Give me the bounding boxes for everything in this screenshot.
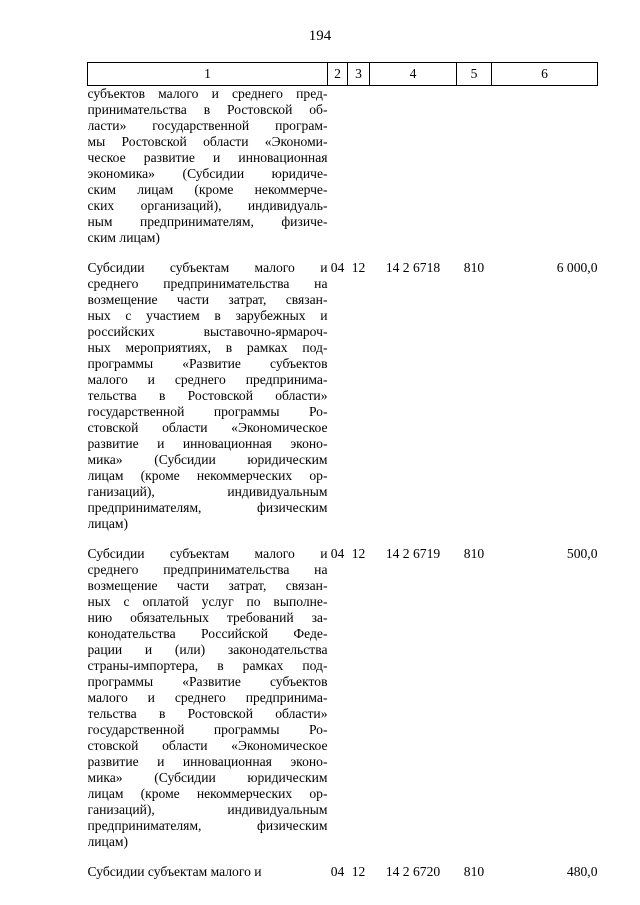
description-line: государственной программы Ро- bbox=[87, 722, 328, 737]
description-line: ным предпринимателям, физиче- bbox=[87, 214, 328, 229]
subsection-code: 12 bbox=[351, 546, 366, 561]
description-line: российских выставочно-ярмароч- bbox=[87, 324, 328, 339]
description-line: ским лицам (кроме некоммерче- bbox=[87, 182, 328, 197]
row-description bbox=[88, 86, 328, 247]
expense-type-code: 810 bbox=[463, 546, 485, 561]
description-line: среднего предпринимательства на bbox=[87, 276, 328, 291]
target-article-code bbox=[370, 86, 457, 247]
page-number: 194 bbox=[308, 28, 332, 44]
table-body bbox=[88, 86, 598, 881]
table-row bbox=[88, 864, 598, 880]
description-line: государственной программы Ро- bbox=[87, 404, 328, 419]
description-line: мика» (Субсидии юридическим bbox=[87, 770, 328, 785]
target-article-code: 14 2 6720 bbox=[385, 864, 441, 879]
target-article-code: 14 2 6718 bbox=[385, 260, 441, 275]
description-line: предпринимателям, физическим bbox=[87, 500, 328, 515]
description-line: лицам) bbox=[87, 834, 128, 849]
description-line: программы «Развитие субъектов bbox=[87, 674, 328, 689]
description-line: тельства в Ростовской области» bbox=[87, 388, 328, 403]
description-line: лицам) bbox=[87, 516, 128, 531]
amount: 500,0 bbox=[566, 546, 598, 561]
row-description bbox=[88, 260, 328, 532]
target-article-code: 14 2 6719 bbox=[385, 546, 441, 561]
description-line: стовской области «Экономическое bbox=[87, 420, 328, 435]
description-line: экономика» (Субсидии юридиче- bbox=[87, 166, 328, 181]
row-description bbox=[88, 546, 328, 850]
subsection-code: 12 bbox=[351, 864, 366, 879]
row-spacer bbox=[88, 246, 598, 260]
expense-type-code bbox=[457, 86, 492, 247]
description-line: Субсидии субъектам малого и bbox=[87, 260, 328, 275]
table-row bbox=[88, 546, 598, 850]
description-line: ганизаций), индивидуальным bbox=[87, 802, 328, 817]
column-header-6: 6 bbox=[492, 63, 598, 86]
section-code: 04 bbox=[330, 864, 345, 879]
amount: 480,0 bbox=[566, 864, 598, 879]
description-line: лицам (кроме некоммерческих ор- bbox=[87, 786, 328, 801]
description-line: стовской области «Экономическое bbox=[87, 738, 328, 753]
description-line: ласти» государственной програм- bbox=[87, 118, 328, 133]
description-line: малого и среднего предпринима- bbox=[87, 690, 328, 705]
section-code: 04 bbox=[330, 260, 345, 275]
description-line: ных с оплатой услуг по выполне- bbox=[87, 594, 328, 609]
description-line: нию обязательных требований за- bbox=[87, 610, 328, 625]
row-spacer bbox=[88, 850, 598, 864]
description-line: программы «Развитие субъектов bbox=[87, 356, 328, 371]
description-line: ским лицам) bbox=[87, 230, 160, 245]
section-code: 04 bbox=[330, 546, 345, 561]
description-line: ских организаций), индивидуаль- bbox=[87, 198, 328, 213]
subsection-code bbox=[348, 86, 370, 247]
expense-type-code: 810 bbox=[463, 260, 485, 275]
description-line: ных с участием в зарубежных и bbox=[87, 308, 328, 323]
description-line: принимательства в Ростовской об- bbox=[87, 102, 328, 117]
column-header-2: 2 bbox=[328, 63, 348, 86]
description-line: среднего предпринимательства на bbox=[87, 562, 328, 577]
table-header-row bbox=[88, 63, 598, 86]
description-line: предпринимателям, физическим bbox=[87, 818, 328, 833]
expense-type-code: 810 bbox=[463, 864, 485, 879]
description-line: страны-импортера, в рамках под- bbox=[87, 658, 328, 673]
column-header-3: 3 bbox=[348, 63, 370, 86]
subsection-code: 12 bbox=[351, 260, 366, 275]
description-line: тельства в Ростовской области» bbox=[87, 706, 328, 721]
description-line: ческое развитие и инновационная bbox=[87, 150, 328, 165]
description-line: Субсидии субъектам малого и bbox=[87, 546, 328, 561]
description-line: развитие и инновационная эконо- bbox=[87, 436, 328, 451]
description-line: мы Ростовской области «Экономи- bbox=[87, 134, 328, 149]
description-line: лицам (кроме некоммерческих ор- bbox=[87, 468, 328, 483]
column-header-5: 5 bbox=[457, 63, 492, 86]
description-line: развитие и инновационная эконо- bbox=[87, 754, 328, 769]
row-spacer bbox=[88, 532, 598, 546]
description-line: субъектов малого и среднего пред- bbox=[87, 86, 328, 101]
description-line: малого и среднего предпринима- bbox=[87, 372, 328, 387]
column-header-1: 1 bbox=[88, 63, 328, 86]
amount bbox=[492, 86, 598, 247]
description-line: мика» (Субсидии юридическим bbox=[87, 452, 328, 467]
amount: 6 000,0 bbox=[556, 260, 598, 275]
description-line: возмещение части затрат, связан- bbox=[87, 292, 328, 307]
section-code bbox=[328, 86, 348, 247]
table-row bbox=[88, 86, 598, 247]
description-line: рации и (или) законодательства bbox=[87, 642, 328, 657]
description-line: Субсидии субъектам малого и bbox=[87, 864, 262, 879]
table-row bbox=[88, 260, 598, 532]
column-header-4: 4 bbox=[370, 63, 457, 86]
budget-table bbox=[87, 62, 598, 880]
description-line: возмещение части затрат, связан- bbox=[87, 578, 328, 593]
description-line: ганизаций), индивидуальным bbox=[87, 484, 328, 499]
description-line: конодательства Российской Феде- bbox=[87, 626, 328, 641]
description-line: ных мероприятиях, в рамках под- bbox=[87, 340, 328, 355]
row-description bbox=[88, 864, 328, 880]
